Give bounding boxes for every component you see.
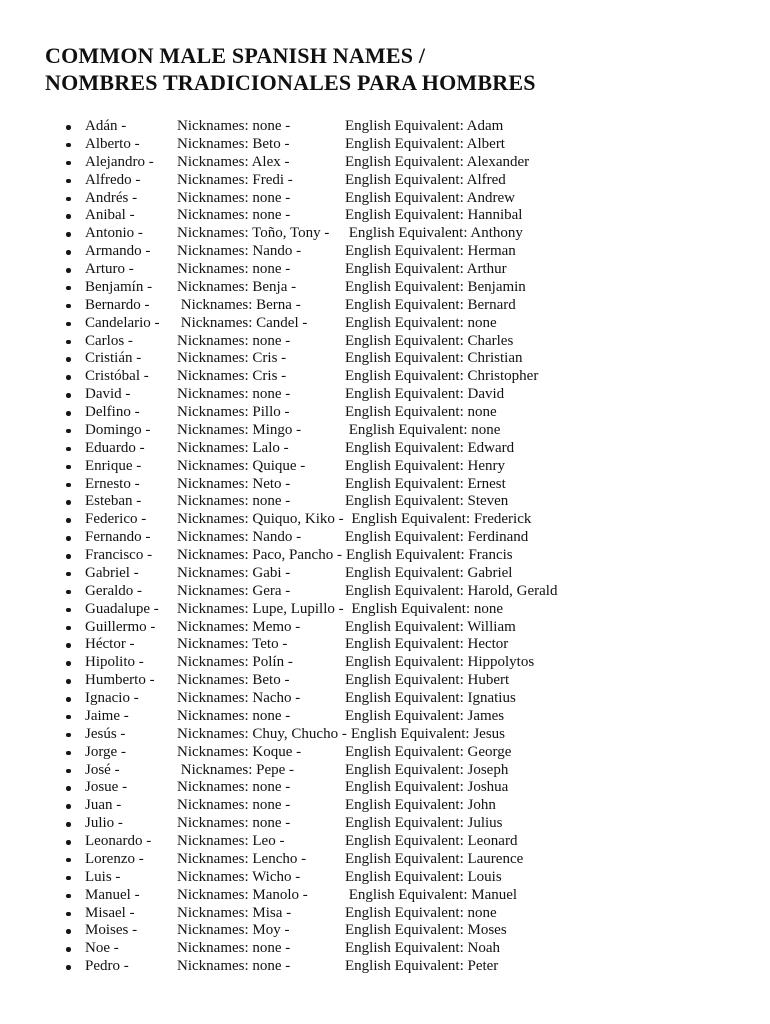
english-equivalent: English Equivalent: Leonard xyxy=(345,833,518,849)
nicknames: Nicknames: none - xyxy=(177,261,291,277)
english-equivalent: English Equivalent: Frederick xyxy=(347,511,532,528)
spanish-name: Adán - xyxy=(85,118,127,134)
nicknames: Nicknames: Manolo - xyxy=(177,886,308,903)
bullet-icon xyxy=(65,583,85,601)
bullet-icon xyxy=(65,940,85,958)
bullet-icon xyxy=(65,619,85,637)
nicknames: Nicknames: Paco, Pancho - xyxy=(177,547,342,563)
spanish-name: Domingo - xyxy=(85,421,151,438)
spanish-name: Benjamín - xyxy=(85,278,153,295)
spanish-name: José - xyxy=(85,761,120,778)
list-item xyxy=(0,744,770,762)
nicknames: Nicknames: Lencho - xyxy=(177,850,307,867)
list-item xyxy=(0,315,770,333)
list-item xyxy=(0,905,770,923)
english-equivalent: English Equivalent: Joshua xyxy=(345,779,509,796)
spanish-name: Ernesto - xyxy=(85,475,140,492)
nicknames: Nicknames: Chuy, Chucho - xyxy=(177,725,347,742)
english-equivalent: English Equivalent: Manuel xyxy=(345,886,518,903)
list-item xyxy=(0,583,770,601)
bullet-icon xyxy=(65,922,85,940)
name-list xyxy=(0,118,770,976)
nicknames: Nicknames: none - xyxy=(177,207,291,224)
bullet-icon xyxy=(65,887,85,905)
spanish-name: Enrique - xyxy=(85,457,142,474)
spanish-name: Alejandro - xyxy=(85,153,154,170)
nicknames: Nicknames: Beto - xyxy=(177,672,290,689)
nicknames: Nicknames: Gera - xyxy=(177,582,291,599)
english-equivalent: English Equivalent: Moses xyxy=(345,922,507,939)
english-equivalent: English Equivalent: Alexander xyxy=(345,153,530,170)
spanish-name: Leonardo - xyxy=(85,833,152,849)
bullet-icon xyxy=(65,797,85,815)
list-item xyxy=(0,476,770,494)
english-equivalent: English Equivalent: Anthony xyxy=(345,225,523,242)
list-item xyxy=(0,529,770,547)
spanish-name: Federico - xyxy=(85,511,147,528)
nicknames: Nicknames: Quique - xyxy=(177,457,306,474)
bullet-icon xyxy=(65,207,85,225)
list-item xyxy=(0,136,770,154)
spanish-name: Geraldo - xyxy=(85,582,143,599)
english-equivalent: English Equivalent: Joseph xyxy=(345,761,509,778)
bullet-icon xyxy=(65,279,85,297)
bullet-icon xyxy=(65,708,85,726)
bullet-icon xyxy=(65,243,85,261)
nicknames: Nicknames: Nacho - xyxy=(177,690,301,706)
list-item xyxy=(0,207,770,225)
spanish-name: Cristóbal - xyxy=(85,368,149,385)
spanish-name: Héctor - xyxy=(85,636,135,653)
list-item xyxy=(0,833,770,851)
nicknames: Nicknames: Candel - xyxy=(177,314,308,331)
nicknames: Nicknames: Cris - xyxy=(177,350,287,367)
english-equivalent: English Equivalent: Ferdinand xyxy=(345,529,529,546)
spanish-name: Hipolito - xyxy=(85,654,144,671)
english-equivalent: English Equivalent: Harold, Gerald xyxy=(345,582,558,599)
spanish-name: Delfino - xyxy=(85,404,140,420)
list-item xyxy=(0,279,770,297)
list-item xyxy=(0,404,770,422)
list-item xyxy=(0,190,770,208)
english-equivalent: English Equivalent: Hannibal xyxy=(345,207,523,224)
english-equivalent: English Equivalent: Julius xyxy=(345,815,503,832)
bullet-icon xyxy=(65,154,85,172)
english-equivalent: English Equivalent: Hubert xyxy=(345,672,510,689)
spanish-name: Antonio - xyxy=(85,225,143,242)
bullet-icon xyxy=(65,368,85,386)
nicknames: Nicknames: Pillo - xyxy=(177,404,290,420)
nicknames: Nicknames: Polín - xyxy=(177,654,293,671)
spanish-name: Cristián - xyxy=(85,350,142,367)
nicknames: Nicknames: Alex - xyxy=(177,153,290,170)
bullet-icon xyxy=(65,297,85,315)
nicknames: Nicknames: Cris - xyxy=(177,368,287,385)
list-item xyxy=(0,350,770,368)
bullet-icon xyxy=(65,815,85,833)
nicknames: Nicknames: Nando - xyxy=(177,243,302,260)
nicknames: Nicknames: Neto - xyxy=(177,475,291,492)
spanish-name: Misael - xyxy=(85,904,135,921)
spanish-name: Josue - xyxy=(85,779,128,796)
spanish-name: Gabriel - xyxy=(85,564,139,581)
nicknames: Nicknames: Nando - xyxy=(177,529,302,546)
bullet-icon xyxy=(65,404,85,422)
list-item xyxy=(0,154,770,172)
english-equivalent: English Equivalent: Benjamin xyxy=(345,278,526,295)
bullet-icon xyxy=(65,869,85,887)
english-equivalent: English Equivalent: Andrew xyxy=(345,189,515,206)
spanish-name: Jaime - xyxy=(85,707,129,724)
bullet-icon xyxy=(65,118,85,136)
english-equivalent: English Equivalent: none xyxy=(345,904,497,921)
list-item xyxy=(0,422,770,440)
spanish-name: Candelario - xyxy=(85,314,160,331)
nicknames: Nicknames: Koque - xyxy=(177,743,302,760)
english-equivalent: English Equivalent: Laurence xyxy=(345,850,524,867)
list-item xyxy=(0,511,770,529)
nicknames: Nicknames: none - xyxy=(177,815,291,832)
list-item xyxy=(0,922,770,940)
list-item xyxy=(0,601,770,619)
nicknames: Nicknames: Pepe - xyxy=(177,761,295,778)
nicknames: Nicknames: none - xyxy=(177,189,291,206)
bullet-icon xyxy=(65,225,85,243)
nicknames: Nicknames: Fredi - xyxy=(177,171,293,188)
english-equivalent: English Equivalent: Francis xyxy=(345,547,513,563)
spanish-name: Humberto - xyxy=(85,672,155,689)
bullet-icon xyxy=(65,422,85,440)
bullet-icon xyxy=(65,386,85,404)
english-equivalent: English Equivalent: Henry xyxy=(345,457,505,474)
spanish-name: Pedro - xyxy=(85,958,129,975)
nicknames: Nicknames: none - xyxy=(177,940,291,957)
list-item xyxy=(0,118,770,136)
list-item xyxy=(0,297,770,315)
bullet-icon xyxy=(65,726,85,744)
english-equivalent: English Equivalent: none xyxy=(345,314,497,331)
english-equivalent: English Equivalent: none xyxy=(345,421,501,438)
bullet-icon xyxy=(65,333,85,351)
spanish-name: Alfredo - xyxy=(85,171,141,188)
bullet-icon xyxy=(65,690,85,708)
bullet-icon xyxy=(65,350,85,368)
english-equivalent: English Equivalent: Charles xyxy=(345,332,514,349)
bullet-icon xyxy=(65,476,85,494)
list-item xyxy=(0,261,770,279)
spanish-name: Fernando - xyxy=(85,529,151,546)
english-equivalent: English Equivalent: William xyxy=(345,618,516,635)
english-equivalent: English Equivalent: Peter xyxy=(345,958,499,975)
list-item xyxy=(0,493,770,511)
english-equivalent: English Equivalent: Christian xyxy=(345,350,523,367)
list-item xyxy=(0,619,770,637)
list-item xyxy=(0,565,770,583)
nicknames: Nicknames: none - xyxy=(177,332,291,349)
bullet-icon xyxy=(65,458,85,476)
english-equivalent: English Equivalent: Herman xyxy=(345,243,516,260)
list-item xyxy=(0,958,770,976)
english-equivalent: English Equivalent: George xyxy=(345,743,512,760)
bullet-icon xyxy=(65,136,85,154)
spanish-name: Moises - xyxy=(85,922,138,939)
list-item xyxy=(0,940,770,958)
spanish-name: Arturo - xyxy=(85,261,134,277)
bullet-icon xyxy=(65,744,85,762)
english-equivalent: English Equivalent: Albert xyxy=(345,135,505,152)
spanish-name: Andrés - xyxy=(85,189,138,206)
nicknames: Nicknames: Memo - xyxy=(177,618,301,635)
nicknames: Nicknames: Gabi - xyxy=(177,564,291,581)
list-item xyxy=(0,172,770,190)
spanish-name: Jesús - xyxy=(85,725,126,742)
spanish-name: Jorge - xyxy=(85,743,126,760)
spanish-name: Eduardo - xyxy=(85,439,145,456)
bullet-icon xyxy=(65,833,85,851)
spanish-name: Carlos - xyxy=(85,332,133,349)
page-title xyxy=(0,0,770,96)
spanish-name: Anibal - xyxy=(85,207,135,224)
list-item xyxy=(0,815,770,833)
nicknames: Nicknames: none - xyxy=(177,779,291,796)
bullet-icon xyxy=(65,636,85,654)
spanish-name: Noe - xyxy=(85,940,119,957)
nicknames: Nicknames: Wicho - xyxy=(177,868,301,885)
english-equivalent: English Equivalent: Noah xyxy=(345,940,500,957)
english-equivalent: English Equivalent: James xyxy=(345,707,505,724)
nicknames: Nicknames: none - xyxy=(177,707,291,724)
list-item xyxy=(0,851,770,869)
english-equivalent: English Equivalent: Christopher xyxy=(345,368,539,385)
nicknames: Nicknames: Teto - xyxy=(177,636,288,653)
english-equivalent: English Equivalent: Alfred xyxy=(345,171,506,188)
spanish-name: Guillermo - xyxy=(85,618,156,635)
bullet-icon xyxy=(65,190,85,208)
bullet-icon xyxy=(65,654,85,672)
bullet-icon xyxy=(65,905,85,923)
bullet-icon xyxy=(65,958,85,976)
english-equivalent: English Equivalent: Steven xyxy=(345,493,509,510)
nicknames: Nicknames: Quiquo, Kiko - xyxy=(177,511,344,528)
bullet-icon xyxy=(65,511,85,529)
nicknames: Nicknames: none - xyxy=(177,797,291,814)
nicknames: Nicknames: none - xyxy=(177,958,291,975)
bullet-icon xyxy=(65,779,85,797)
nicknames: Nicknames: none - xyxy=(177,118,291,134)
bullet-icon xyxy=(65,493,85,511)
english-equivalent: English Equivalent: Jesus xyxy=(350,725,505,742)
english-equivalent: English Equivalent: Louis xyxy=(345,868,502,885)
spanish-name: Esteban - xyxy=(85,493,142,510)
nicknames: Nicknames: none - xyxy=(177,386,291,403)
bullet-icon xyxy=(65,762,85,780)
nicknames: Nicknames: Toño, Tony - xyxy=(177,225,330,242)
english-equivalent: English Equivalent: Gabriel xyxy=(345,564,513,581)
bullet-icon xyxy=(65,261,85,279)
english-equivalent: English Equivalent: Hector xyxy=(345,636,509,653)
english-equivalent: English Equivalent: Ignatius xyxy=(345,690,516,706)
spanish-name: Bernardo - xyxy=(85,296,150,313)
list-item xyxy=(0,386,770,404)
page-title-line-2: NOMBRES TRADICIONALES PARA HOMBRES xyxy=(45,69,536,95)
bullet-icon xyxy=(65,172,85,190)
spanish-name: Lorenzo - xyxy=(85,850,144,867)
english-equivalent: English Equivalent: Adam xyxy=(345,118,504,134)
list-item xyxy=(0,672,770,690)
nicknames: Nicknames: Moy - xyxy=(177,922,290,939)
spanish-name: Ignacio - xyxy=(85,690,139,706)
nicknames: Nicknames: Benja - xyxy=(177,278,297,295)
list-item xyxy=(0,690,770,708)
english-equivalent: English Equivalent: none xyxy=(345,404,497,420)
list-item xyxy=(0,458,770,476)
bullet-icon xyxy=(65,529,85,547)
english-equivalent: English Equivalent: David xyxy=(345,386,505,403)
bullet-icon xyxy=(65,565,85,583)
list-item xyxy=(0,440,770,458)
nicknames: Nicknames: Leo - xyxy=(177,833,285,849)
nicknames: Nicknames: Lalo - xyxy=(177,439,289,456)
nicknames: Nicknames: none - xyxy=(177,493,291,510)
list-item xyxy=(0,797,770,815)
list-item xyxy=(0,887,770,905)
list-item xyxy=(0,762,770,780)
list-item xyxy=(0,708,770,726)
nicknames: Nicknames: Misa - xyxy=(177,904,292,921)
spanish-name: Alberto - xyxy=(85,135,140,152)
spanish-name: Francisco - xyxy=(85,547,153,563)
english-equivalent: English Equivalent: Ernest xyxy=(345,475,506,492)
spanish-name: Guadalupe - xyxy=(85,600,159,617)
list-item xyxy=(0,333,770,351)
page-title-line-1: COMMON MALE SPANISH NAMES / xyxy=(45,43,426,68)
english-equivalent: English Equivalent: Edward xyxy=(345,439,515,456)
bullet-icon xyxy=(65,440,85,458)
spanish-name: David - xyxy=(85,386,131,403)
english-equivalent: English Equivalent: Arthur xyxy=(345,261,507,277)
list-item xyxy=(0,636,770,654)
list-item xyxy=(0,243,770,261)
list-item xyxy=(0,225,770,243)
nicknames: Nicknames: Berna - xyxy=(177,296,301,313)
nicknames: Nicknames: Beto - xyxy=(177,135,290,152)
bullet-icon xyxy=(65,672,85,690)
english-equivalent: English Equivalent: Bernard xyxy=(345,296,516,313)
bullet-icon xyxy=(65,851,85,869)
english-equivalent: English Equivalent: Hippolytos xyxy=(345,654,535,671)
english-equivalent: English Equivalent: none xyxy=(347,600,504,617)
list-item xyxy=(0,654,770,672)
spanish-name: Luis - xyxy=(85,868,121,885)
list-item xyxy=(0,368,770,386)
spanish-name: Juan - xyxy=(85,797,122,814)
bullet-icon xyxy=(65,601,85,619)
spanish-name: Armando - xyxy=(85,243,151,260)
list-item xyxy=(0,779,770,797)
bullet-icon xyxy=(65,547,85,565)
spanish-name: Manuel - xyxy=(85,886,140,903)
bullet-icon xyxy=(65,315,85,333)
nicknames: Nicknames: Lupe, Lupillo - xyxy=(177,600,344,617)
list-item xyxy=(0,726,770,744)
nicknames: Nicknames: Mingo - xyxy=(177,421,302,438)
list-item xyxy=(0,869,770,887)
spanish-name: Julio - xyxy=(85,815,123,832)
list-item xyxy=(0,547,770,565)
english-equivalent: English Equivalent: John xyxy=(345,797,496,814)
